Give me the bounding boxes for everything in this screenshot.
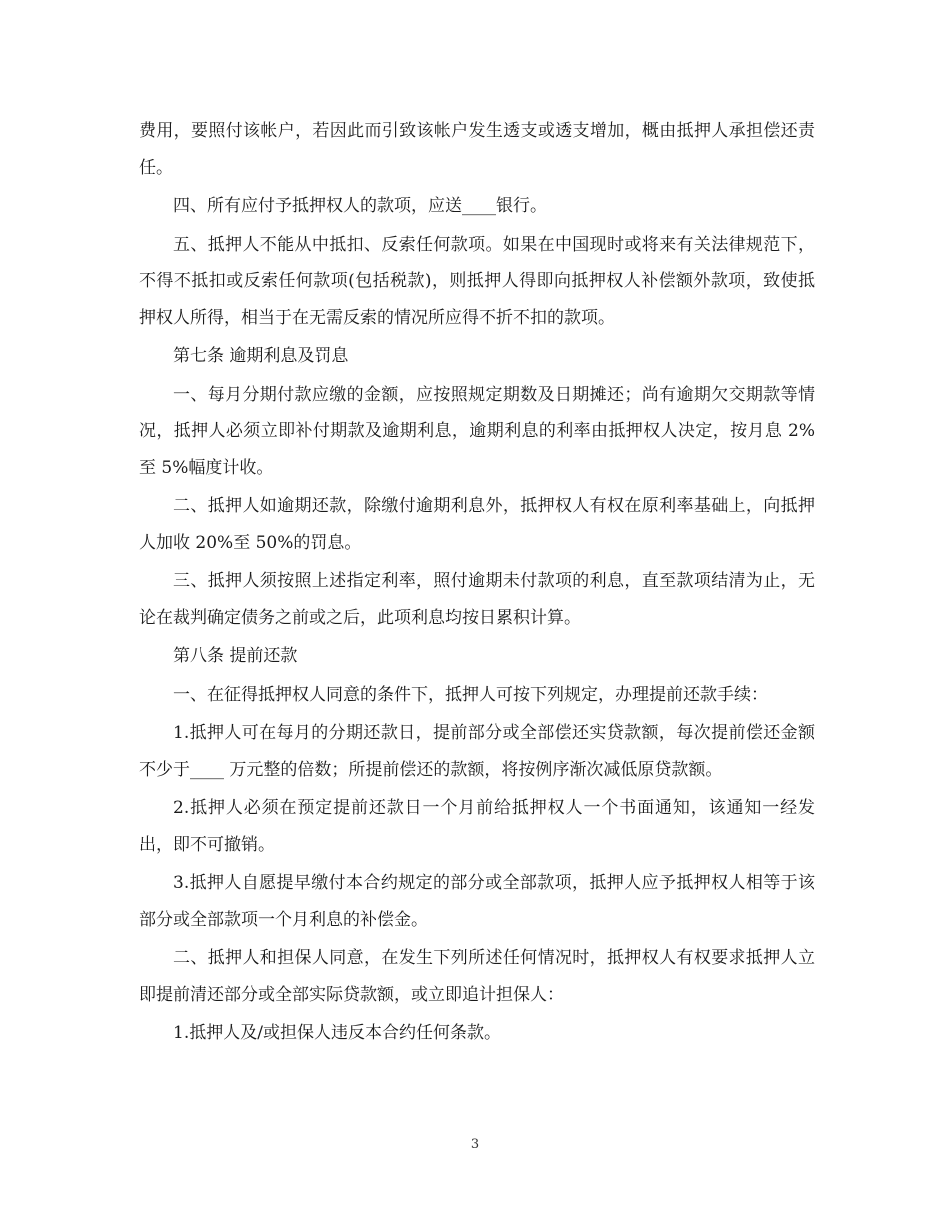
- article-8-heading: 第八条 提前还款: [173, 646, 298, 666]
- paragraph-clause-5-deduction: 五、抵押人不能从中抵扣、反索任何款项。如果在中国现时或将来有关法律规范下，不得不抵扣或反索任何款项(包括税款)，则抵押人得即向抵押权人补偿额外款项，致使抵押权人所得，相当于在无需反索的情况所应得不折不扣的款项。: [139, 234, 815, 328]
- paragraph-article-8-subitem-2: 2.抵押人必须在预定提前还款日一个月前给抵押权人一个书面通知，该通知一经发出，即不可撤销。: [139, 798, 815, 855]
- paragraph-continuation: 费用，要照付该帐户，若因此而引致该帐户发生透支或透支增加，概由抵押人承担偿还责任。: [139, 121, 815, 178]
- paragraph-article-8-item-2-subitem-1: 1.抵押人及/或担保人违反本合约任何条款。: [173, 1023, 501, 1043]
- paragraph-article-7-item-3: 三、抵押人须按照上述指定利率，照付逾期未付款项的利息，直至款项结清为止，无论在裁判确定债务之前或之后，此项利息均按日累积计算。: [139, 571, 815, 628]
- document-body: [139, 113, 815, 1054]
- paragraph-article-8-subitem-1: 1.抵押人可在每月的分期还款日，提前部分或全部偿还实贷款额，每次提前偿还金额不少于____ 万元整的倍数；所提前偿还的款额，将按例序渐次减低原贷款额。: [139, 723, 815, 780]
- paragraph-article-8-subitem-3: 3.抵押人自愿提早缴付本合约规定的部分或全部款项，抵押人应予抵押权人相等于该部分或全部款项一个月利息的补偿金。: [139, 873, 815, 930]
- paragraph-clause-4-bank: 四、所有应付予抵押权人的款项，应送____银行。: [173, 196, 547, 216]
- page-number: 3: [470, 1137, 480, 1152]
- article-7-heading: 第七条 逾期利息及罚息: [173, 346, 349, 366]
- paragraph-article-7-item-1: 一、每月分期付款应缴的金额，应按照规定期数及日期摊还；尚有逾期欠交期款等情况，抵押人必须立即补付期款及逾期利息，逾期利息的利率由抵押权人决定，按月息 2%至 5%幅度计收。: [139, 384, 815, 478]
- paragraph-article-8-item-1: 一、在征得抵押权人同意的条件下，抵押人可按下列规定，办理提前还款手续：: [173, 684, 768, 705]
- paragraph-article-8-item-2: 二、抵押人和担保人同意，在发生下列所述任何情况时，抵押权人有权要求抵押人立即提前清还部分或全部实际贷款额，或立即追计担保人：: [139, 948, 815, 1005]
- paragraph-article-7-item-2: 二、抵押人如逾期还款，除缴付逾期利息外，抵押权人有权在原利率基础上，向抵押人加收 20%至 50%的罚息。: [139, 496, 815, 553]
